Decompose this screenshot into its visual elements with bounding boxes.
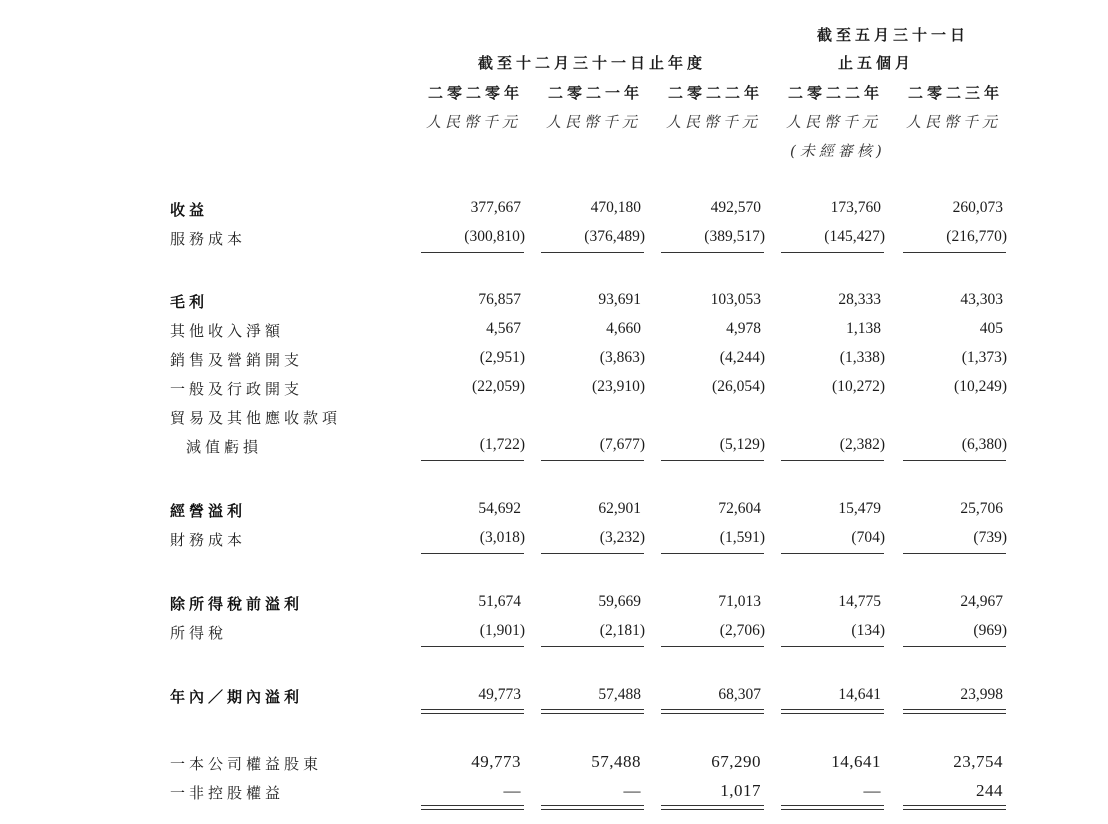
column-year: 二零二一年 bbox=[548, 84, 644, 102]
subtotal-rule bbox=[903, 646, 1006, 647]
cell-value: 49,773 bbox=[478, 686, 521, 703]
cell-value: — bbox=[863, 781, 881, 800]
total-double-rule bbox=[421, 709, 524, 714]
cell-value: (2,382) bbox=[839, 436, 885, 453]
cell-value: (1,722) bbox=[479, 436, 525, 453]
column-currency: 人民幣千元 bbox=[546, 113, 642, 131]
cell-value: 23,998 bbox=[960, 686, 1003, 703]
cell-value: (3,018) bbox=[479, 529, 525, 546]
cell-value: 54,692 bbox=[478, 500, 521, 517]
column-currency: 人民幣千元 bbox=[906, 113, 1002, 131]
cell-value: (704) bbox=[851, 529, 885, 546]
header-five-months-line1: 截至五月三十一日 bbox=[817, 26, 970, 44]
cell-value: 62,901 bbox=[598, 500, 641, 517]
cell-value: 405 bbox=[979, 320, 1003, 337]
cell-value: 377,667 bbox=[470, 199, 521, 216]
subtotal-rule bbox=[421, 460, 524, 461]
cell-value: (2,951) bbox=[479, 349, 525, 366]
cell-value: 28,333 bbox=[838, 291, 881, 308]
total-double-rule bbox=[661, 709, 764, 714]
row-label-selling-expenses: 銷售及營銷開支 bbox=[170, 351, 304, 369]
cell-value: 15,479 bbox=[838, 500, 881, 517]
column-currency: 人民幣千元 bbox=[426, 113, 522, 131]
row-label-operating-profit: 經營溢利 bbox=[170, 502, 247, 520]
cell-value: (145,427) bbox=[824, 228, 885, 245]
row-label-income-tax: 所得稅 bbox=[170, 624, 228, 642]
row-label-impairment: 減值虧損 bbox=[186, 438, 263, 456]
row-label-profit-before-tax: 除所得稅前溢利 bbox=[170, 595, 304, 613]
header-full-year: 截至十二月三十一日止年度 bbox=[478, 54, 707, 72]
total-double-rule bbox=[903, 805, 1006, 810]
subtotal-rule bbox=[661, 460, 764, 461]
total-double-rule bbox=[781, 709, 884, 714]
cell-value: 4,660 bbox=[606, 320, 641, 337]
row-label-non-controlling: 一非控股權益 bbox=[170, 784, 285, 802]
total-double-rule bbox=[903, 709, 1006, 714]
header-five-months-line2: 止五個月 bbox=[838, 54, 915, 72]
cell-value: 71,013 bbox=[718, 593, 761, 610]
cell-value: 49,773 bbox=[471, 752, 521, 771]
cell-value: 76,857 bbox=[478, 291, 521, 308]
cell-value: 470,180 bbox=[590, 199, 641, 216]
cell-value: 68,307 bbox=[718, 686, 761, 703]
cell-value: 43,303 bbox=[960, 291, 1003, 308]
cell-value: (22,059) bbox=[472, 378, 525, 395]
cell-value: 244 bbox=[976, 781, 1003, 800]
column-currency: 人民幣千元 bbox=[786, 113, 882, 131]
cell-value: — bbox=[623, 781, 641, 800]
cell-value: 492,570 bbox=[710, 199, 761, 216]
subtotal-rule bbox=[781, 553, 884, 554]
row-label-equity-shareholders: 一本公司權益股東 bbox=[170, 755, 323, 773]
cell-value: 4,978 bbox=[726, 320, 761, 337]
subtotal-rule bbox=[781, 460, 884, 461]
row-label-receivables: 貿易及其他應收款項 bbox=[170, 409, 342, 427]
subtotal-rule bbox=[661, 553, 764, 554]
cell-value: (969) bbox=[973, 622, 1007, 639]
subtotal-rule bbox=[421, 252, 524, 253]
cell-value: 24,967 bbox=[960, 593, 1003, 610]
cell-value: (4,244) bbox=[719, 349, 765, 366]
row-label-other-income: 其他收入淨額 bbox=[170, 322, 285, 340]
column-year: 二零二二年 bbox=[668, 84, 764, 102]
subtotal-rule bbox=[541, 646, 644, 647]
cell-value: (3,863) bbox=[599, 349, 645, 366]
total-double-rule bbox=[781, 805, 884, 810]
cell-value: 59,669 bbox=[598, 593, 641, 610]
cell-value: 14,775 bbox=[838, 593, 881, 610]
cell-value: 67,290 bbox=[711, 752, 761, 771]
cell-value: 14,641 bbox=[838, 686, 881, 703]
row-label-revenue: 收益 bbox=[170, 201, 209, 219]
cell-value: 25,706 bbox=[960, 500, 1003, 517]
cell-value: (26,054) bbox=[712, 378, 765, 395]
cell-value: 1,017 bbox=[720, 781, 761, 800]
cell-value: 23,754 bbox=[953, 752, 1003, 771]
row-label-finance-costs: 財務成本 bbox=[170, 531, 247, 549]
subtotal-rule bbox=[421, 646, 524, 647]
cell-value: (1,373) bbox=[961, 349, 1007, 366]
subtotal-rule bbox=[541, 553, 644, 554]
subtotal-rule bbox=[541, 460, 644, 461]
cell-value: (6,380) bbox=[961, 436, 1007, 453]
cell-value: (376,489) bbox=[584, 228, 645, 245]
subtotal-rule bbox=[781, 252, 884, 253]
cell-value: 72,604 bbox=[718, 500, 761, 517]
subtotal-rule bbox=[421, 553, 524, 554]
column-currency: 人民幣千元 bbox=[666, 113, 762, 131]
column-year: 二零二三年 bbox=[908, 84, 1004, 102]
subtotal-rule bbox=[661, 252, 764, 253]
subtotal-rule bbox=[903, 252, 1006, 253]
cell-value: (739) bbox=[973, 529, 1007, 546]
total-double-rule bbox=[661, 805, 764, 810]
cell-value: (1,901) bbox=[479, 622, 525, 639]
total-double-rule bbox=[541, 709, 644, 714]
cell-value: 103,053 bbox=[710, 291, 761, 308]
cell-value: 93,691 bbox=[598, 291, 641, 308]
cell-value: — bbox=[503, 781, 521, 800]
column-year: 二零二零年 bbox=[428, 84, 524, 102]
cell-value: (300,810) bbox=[464, 228, 525, 245]
cell-value: 57,488 bbox=[591, 752, 641, 771]
cell-value: 14,641 bbox=[831, 752, 881, 771]
subtotal-rule bbox=[903, 460, 1006, 461]
row-label-admin-expenses: 一般及行政開支 bbox=[170, 380, 304, 398]
row-label-profit-for-period: 年內／期內溢利 bbox=[170, 688, 304, 706]
column-year: 二零二二年 bbox=[788, 84, 884, 102]
subtotal-rule bbox=[661, 646, 764, 647]
total-double-rule bbox=[421, 805, 524, 810]
cell-value: (5,129) bbox=[719, 436, 765, 453]
cell-value: (10,272) bbox=[832, 378, 885, 395]
column-unaudited-note: (未經審核) bbox=[790, 142, 886, 160]
cell-value: (2,706) bbox=[719, 622, 765, 639]
cell-value: 173,760 bbox=[830, 199, 881, 216]
cell-value: (389,517) bbox=[704, 228, 765, 245]
subtotal-rule bbox=[781, 646, 884, 647]
cell-value: (216,770) bbox=[946, 228, 1007, 245]
cell-value: (23,910) bbox=[592, 378, 645, 395]
total-double-rule bbox=[541, 805, 644, 810]
cell-value: 260,073 bbox=[952, 199, 1003, 216]
cell-value: 57,488 bbox=[598, 686, 641, 703]
row-label-cost-of-services: 服務成本 bbox=[170, 230, 247, 248]
cell-value: (7,677) bbox=[599, 436, 645, 453]
cell-value: (134) bbox=[851, 622, 885, 639]
cell-value: 51,674 bbox=[478, 593, 521, 610]
cell-value: (3,232) bbox=[599, 529, 645, 546]
cell-value: (1,338) bbox=[839, 349, 885, 366]
cell-value: 1,138 bbox=[846, 320, 881, 337]
row-label-gross-profit: 毛利 bbox=[170, 293, 209, 311]
cell-value: (10,249) bbox=[954, 378, 1007, 395]
subtotal-rule bbox=[541, 252, 644, 253]
cell-value: 4,567 bbox=[486, 320, 521, 337]
subtotal-rule bbox=[903, 553, 1006, 554]
cell-value: (1,591) bbox=[719, 529, 765, 546]
cell-value: (2,181) bbox=[599, 622, 645, 639]
